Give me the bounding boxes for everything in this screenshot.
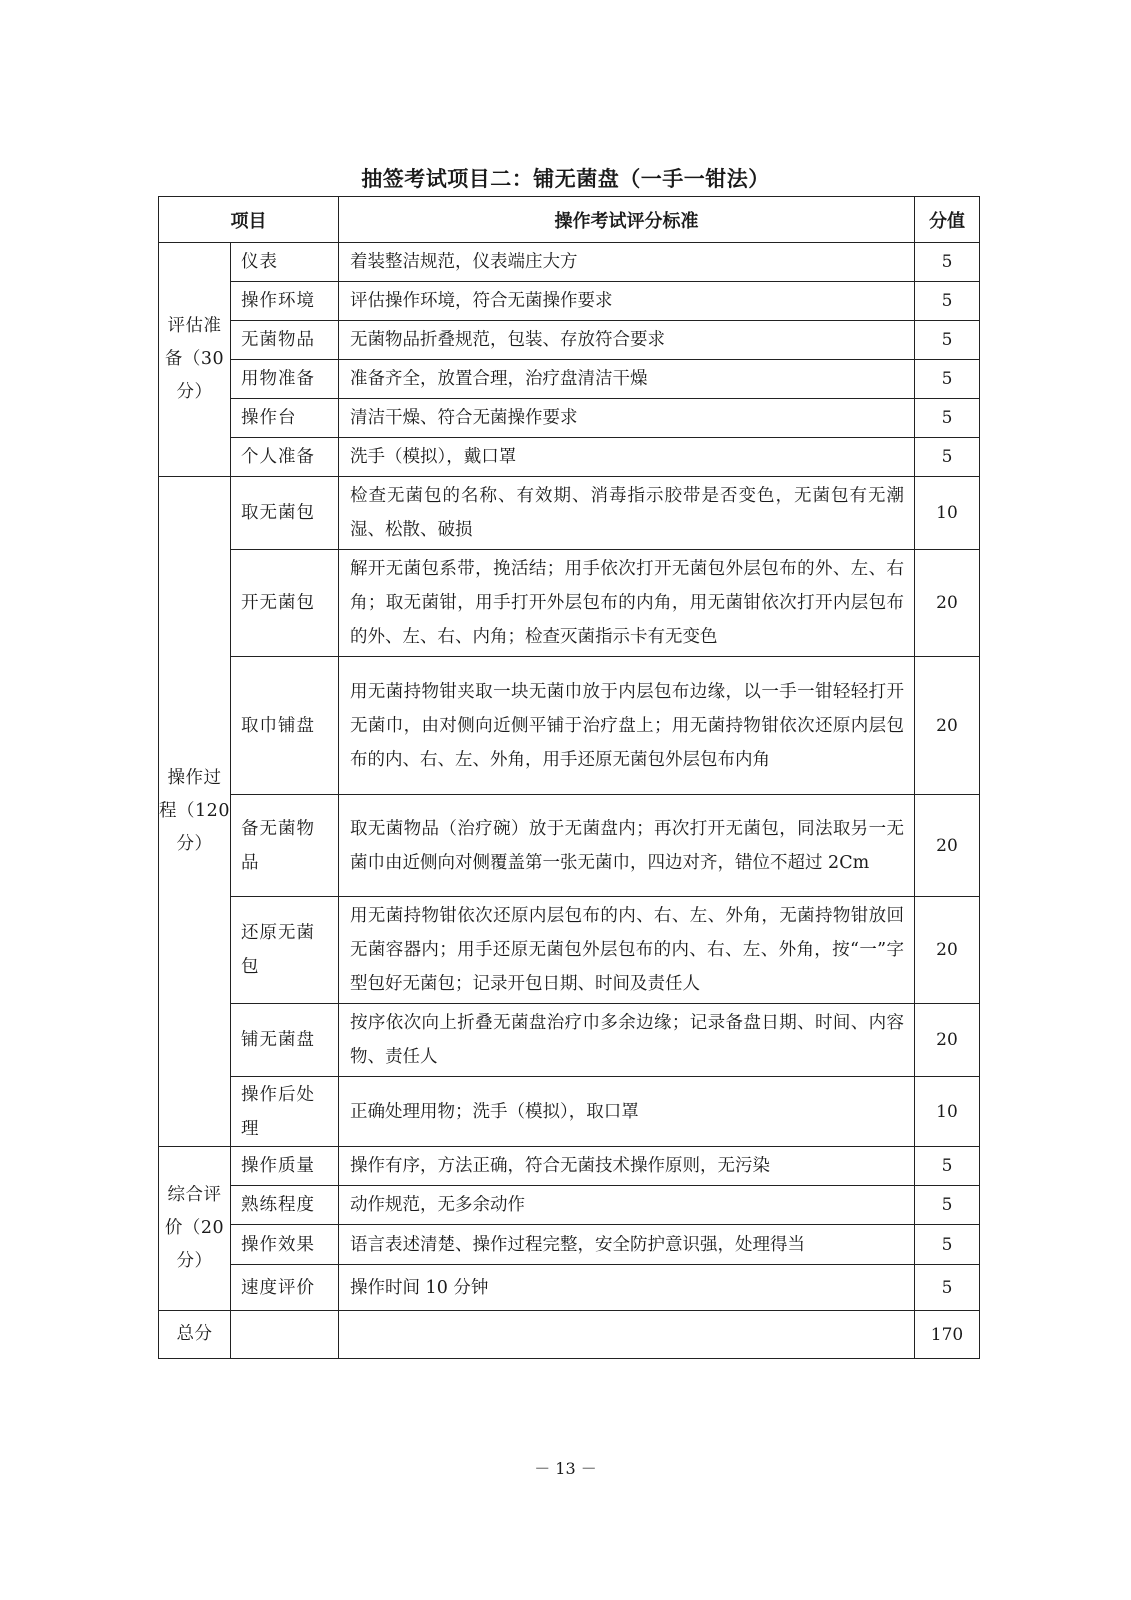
total-label: 总分	[159, 1311, 231, 1359]
item-cell: 用物准备	[231, 360, 339, 399]
page-number: － 13 －	[534, 1459, 597, 1478]
item-cell: 操作效果	[231, 1225, 339, 1265]
criteria-cell: 按序依次向上折叠无菌盘治疗巾多余边缘；记录备盘日期、时间、内容物、责任人	[339, 1004, 915, 1077]
score-cell: 5	[915, 1265, 980, 1311]
table-row	[159, 795, 980, 897]
score-cell: 5	[915, 1225, 980, 1265]
page-title: 抽签考试项目二：铺无菌盘（一手一钳法）	[361, 167, 770, 191]
criteria-cell: 无菌物品折叠规范，包装、存放符合要求	[339, 321, 915, 360]
header-score: 分值	[915, 197, 980, 243]
score-cell: 5	[915, 438, 980, 477]
header-criteria: 操作考试评分标准	[339, 197, 915, 243]
total-criteria-cell	[339, 1311, 915, 1359]
category-cell: 综合评价（20分）	[159, 1147, 231, 1311]
score-cell: 5	[915, 360, 980, 399]
total-score: 170	[915, 1311, 980, 1359]
item-cell: 无菌物品	[231, 321, 339, 360]
criteria-cell: 语言表述清楚、操作过程完整，安全防护意识强，处理得当	[339, 1225, 915, 1265]
criteria-cell: 操作时间 10 分钟	[339, 1265, 915, 1311]
total-item-cell	[231, 1311, 339, 1359]
criteria-cell: 解开无菌包系带，挽活结；用手依次打开无菌包外层包布的外、左、右角；取无菌钳，用手打开外层包布的内角，用无菌钳依次打开内层包布的外、左、右、内角；检查灭菌指示卡有无变色	[339, 550, 915, 657]
score-cell: 20	[915, 1004, 980, 1077]
score-cell: 10	[915, 1077, 980, 1147]
scoring-table	[158, 196, 980, 1359]
score-cell: 10	[915, 477, 980, 550]
item-cell: 操作质量	[231, 1147, 339, 1186]
table-row	[159, 1265, 980, 1311]
item-cell: 取无菌包	[231, 477, 339, 550]
score-cell: 20	[915, 897, 980, 1004]
table-row	[159, 399, 980, 438]
criteria-cell: 动作规范，无多余动作	[339, 1186, 915, 1225]
total-row	[159, 1311, 980, 1359]
criteria-cell: 用无菌持物钳夹取一块无菌巾放于内层包布边缘，以一手一钳轻轻打开无菌巾，由对侧向近侧平铺于治疗盘上；用无菌持物钳依次还原内层包布的内、右、左、外角，用手还原无菌包外层包布内角	[339, 657, 915, 795]
score-cell: 5	[915, 1186, 980, 1225]
table-row	[159, 282, 980, 321]
table-row	[159, 1004, 980, 1077]
table-row	[159, 438, 980, 477]
table-row	[159, 1147, 980, 1186]
criteria-cell: 取无菌物品（治疗碗）放于无菌盘内；再次打开无菌包，同法取另一无菌巾由近侧向对侧覆盖第一张无菌巾，四边对齐，错位不超过 2Cm	[339, 795, 915, 897]
table-row	[159, 360, 980, 399]
item-cell: 铺无菌盘	[231, 1004, 339, 1077]
table-row	[159, 477, 980, 550]
criteria-cell: 洗手（模拟），戴口罩	[339, 438, 915, 477]
item-cell: 开无菌包	[231, 550, 339, 657]
header-row	[159, 197, 980, 243]
table-row	[159, 243, 980, 282]
table-row	[159, 897, 980, 1004]
table-row	[159, 1077, 980, 1147]
table-row	[159, 1225, 980, 1265]
category-cell: 操作过程（120分）	[159, 477, 231, 1147]
criteria-cell: 着装整洁规范，仪表端庄大方	[339, 243, 915, 282]
item-cell: 操作环境	[231, 282, 339, 321]
item-cell: 还原无菌包	[231, 897, 339, 1004]
criteria-cell: 评估操作环境，符合无菌操作要求	[339, 282, 915, 321]
item-cell: 个人准备	[231, 438, 339, 477]
criteria-cell: 正确处理用物；洗手（模拟），取口罩	[339, 1077, 915, 1147]
score-cell: 5	[915, 321, 980, 360]
header-item: 项目	[159, 197, 339, 243]
score-cell: 5	[915, 282, 980, 321]
score-cell: 5	[915, 1147, 980, 1186]
criteria-cell: 操作有序，方法正确，符合无菌技术操作原则，无污染	[339, 1147, 915, 1186]
item-cell: 仪表	[231, 243, 339, 282]
score-cell: 20	[915, 550, 980, 657]
category-cell: 评估准备（30分）	[159, 243, 231, 477]
item-cell: 熟练程度	[231, 1186, 339, 1225]
score-cell: 5	[915, 399, 980, 438]
table-row	[159, 1186, 980, 1225]
score-cell: 5	[915, 243, 980, 282]
item-cell: 速度评价	[231, 1265, 339, 1311]
criteria-cell: 准备齐全，放置合理，治疗盘清洁干燥	[339, 360, 915, 399]
item-cell: 备无菌物品	[231, 795, 339, 897]
item-cell: 操作后处理	[231, 1077, 339, 1147]
table-row	[159, 657, 980, 795]
criteria-cell: 用无菌持物钳依次还原内层包布的内、右、左、外角，无菌持物钳放回无菌容器内；用手还原无菌包外层包布的内、右、左、外角，按“一”字型包好无菌包；记录开包日期、时间及责任人	[339, 897, 915, 1004]
table-row	[159, 321, 980, 360]
criteria-cell: 检查无菌包的名称、有效期、消毒指示胶带是否变色，无菌包有无潮湿、松散、破损	[339, 477, 915, 550]
score-cell: 20	[915, 795, 980, 897]
item-cell: 操作台	[231, 399, 339, 438]
score-cell: 20	[915, 657, 980, 795]
criteria-cell: 清洁干燥、符合无菌操作要求	[339, 399, 915, 438]
table-row	[159, 550, 980, 657]
item-cell: 取巾铺盘	[231, 657, 339, 795]
